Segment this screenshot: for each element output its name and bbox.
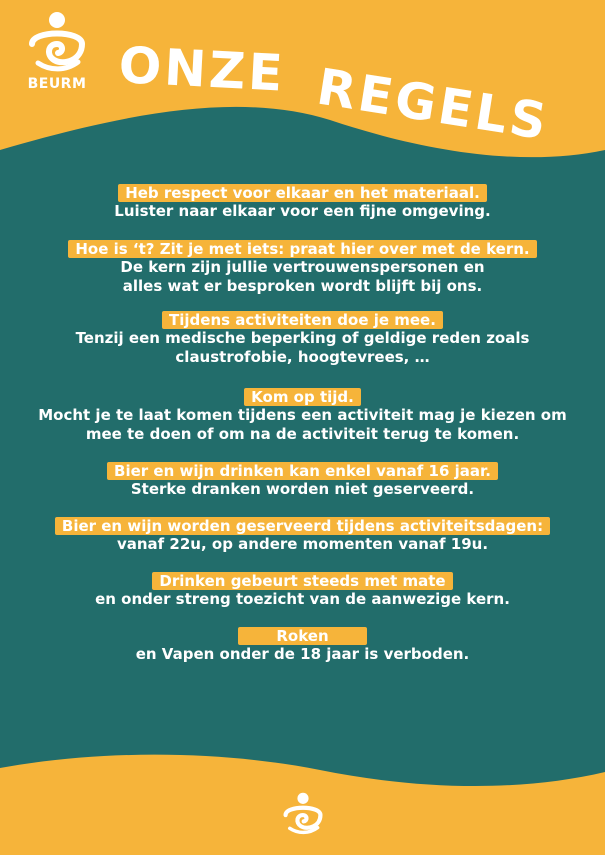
- rule-heading: Roken: [238, 627, 366, 645]
- rule-heading: Drinken gebeurt steeds met mate: [152, 572, 452, 590]
- rule-text: Luister naar elkaar voor een fijne omgeving.: [114, 202, 491, 220]
- rule-text: Tenzij een medische beperking of geldige reden zoals: [75, 329, 530, 347]
- rule-text: en Vapen onder de 18 jaar is verboden.: [135, 645, 470, 663]
- rule-text: vanaf 22u, op andere momenten vanaf 19u.: [116, 535, 489, 553]
- rule-item: [0, 516, 605, 554]
- rule-text: Mocht je te laat komen tijdens een activiteit mag je kiezen om: [38, 406, 567, 424]
- rule-item: [0, 387, 605, 444]
- rule-item: [0, 461, 605, 499]
- title-line-2: REGELS: [313, 57, 554, 152]
- rule-heading: Kom op tijd.: [244, 388, 361, 406]
- rule-heading: Bier en wijn worden geserveerd tijdens activiteitsdagen:: [55, 517, 550, 535]
- rule-item: [0, 310, 605, 367]
- rule-heading: Tijdens activiteiten doe je mee.: [162, 311, 443, 329]
- rule-heading: Hoe is ‘t? Zit je met iets: praat hier over met de kern.: [68, 240, 536, 258]
- rule-item: [0, 239, 605, 296]
- title-line-1: ONZE: [117, 36, 287, 103]
- page-title: [0, 0, 605, 160]
- rule-heading: Bier en wijn drinken kan enkel vanaf 16 jaar.: [107, 462, 498, 480]
- rule-text: Sterke dranken worden niet geserveerd.: [130, 480, 475, 498]
- rule-text: mee te doen of om na de activiteit terug te komen.: [85, 425, 520, 443]
- brand-name: BEURM: [27, 76, 87, 92]
- rule-item: [0, 571, 605, 609]
- rule-text: alles wat er besproken wordt blijft bij ons.: [122, 277, 483, 295]
- beurm-logo-icon: [280, 790, 326, 836]
- rule-text: claustrofobie, hoogtevrees, …: [175, 348, 430, 366]
- rule-item: [0, 183, 605, 221]
- rule-item: [0, 626, 605, 664]
- rule-text: en onder streng toezicht van de aanwezige kern.: [95, 590, 510, 608]
- rule-heading: Heb respect voor elkaar en het materiaal.: [118, 184, 487, 202]
- rule-text: De kern zijn jullie vertrouwenspersonen en: [120, 258, 485, 276]
- rules-list: [0, 183, 605, 664]
